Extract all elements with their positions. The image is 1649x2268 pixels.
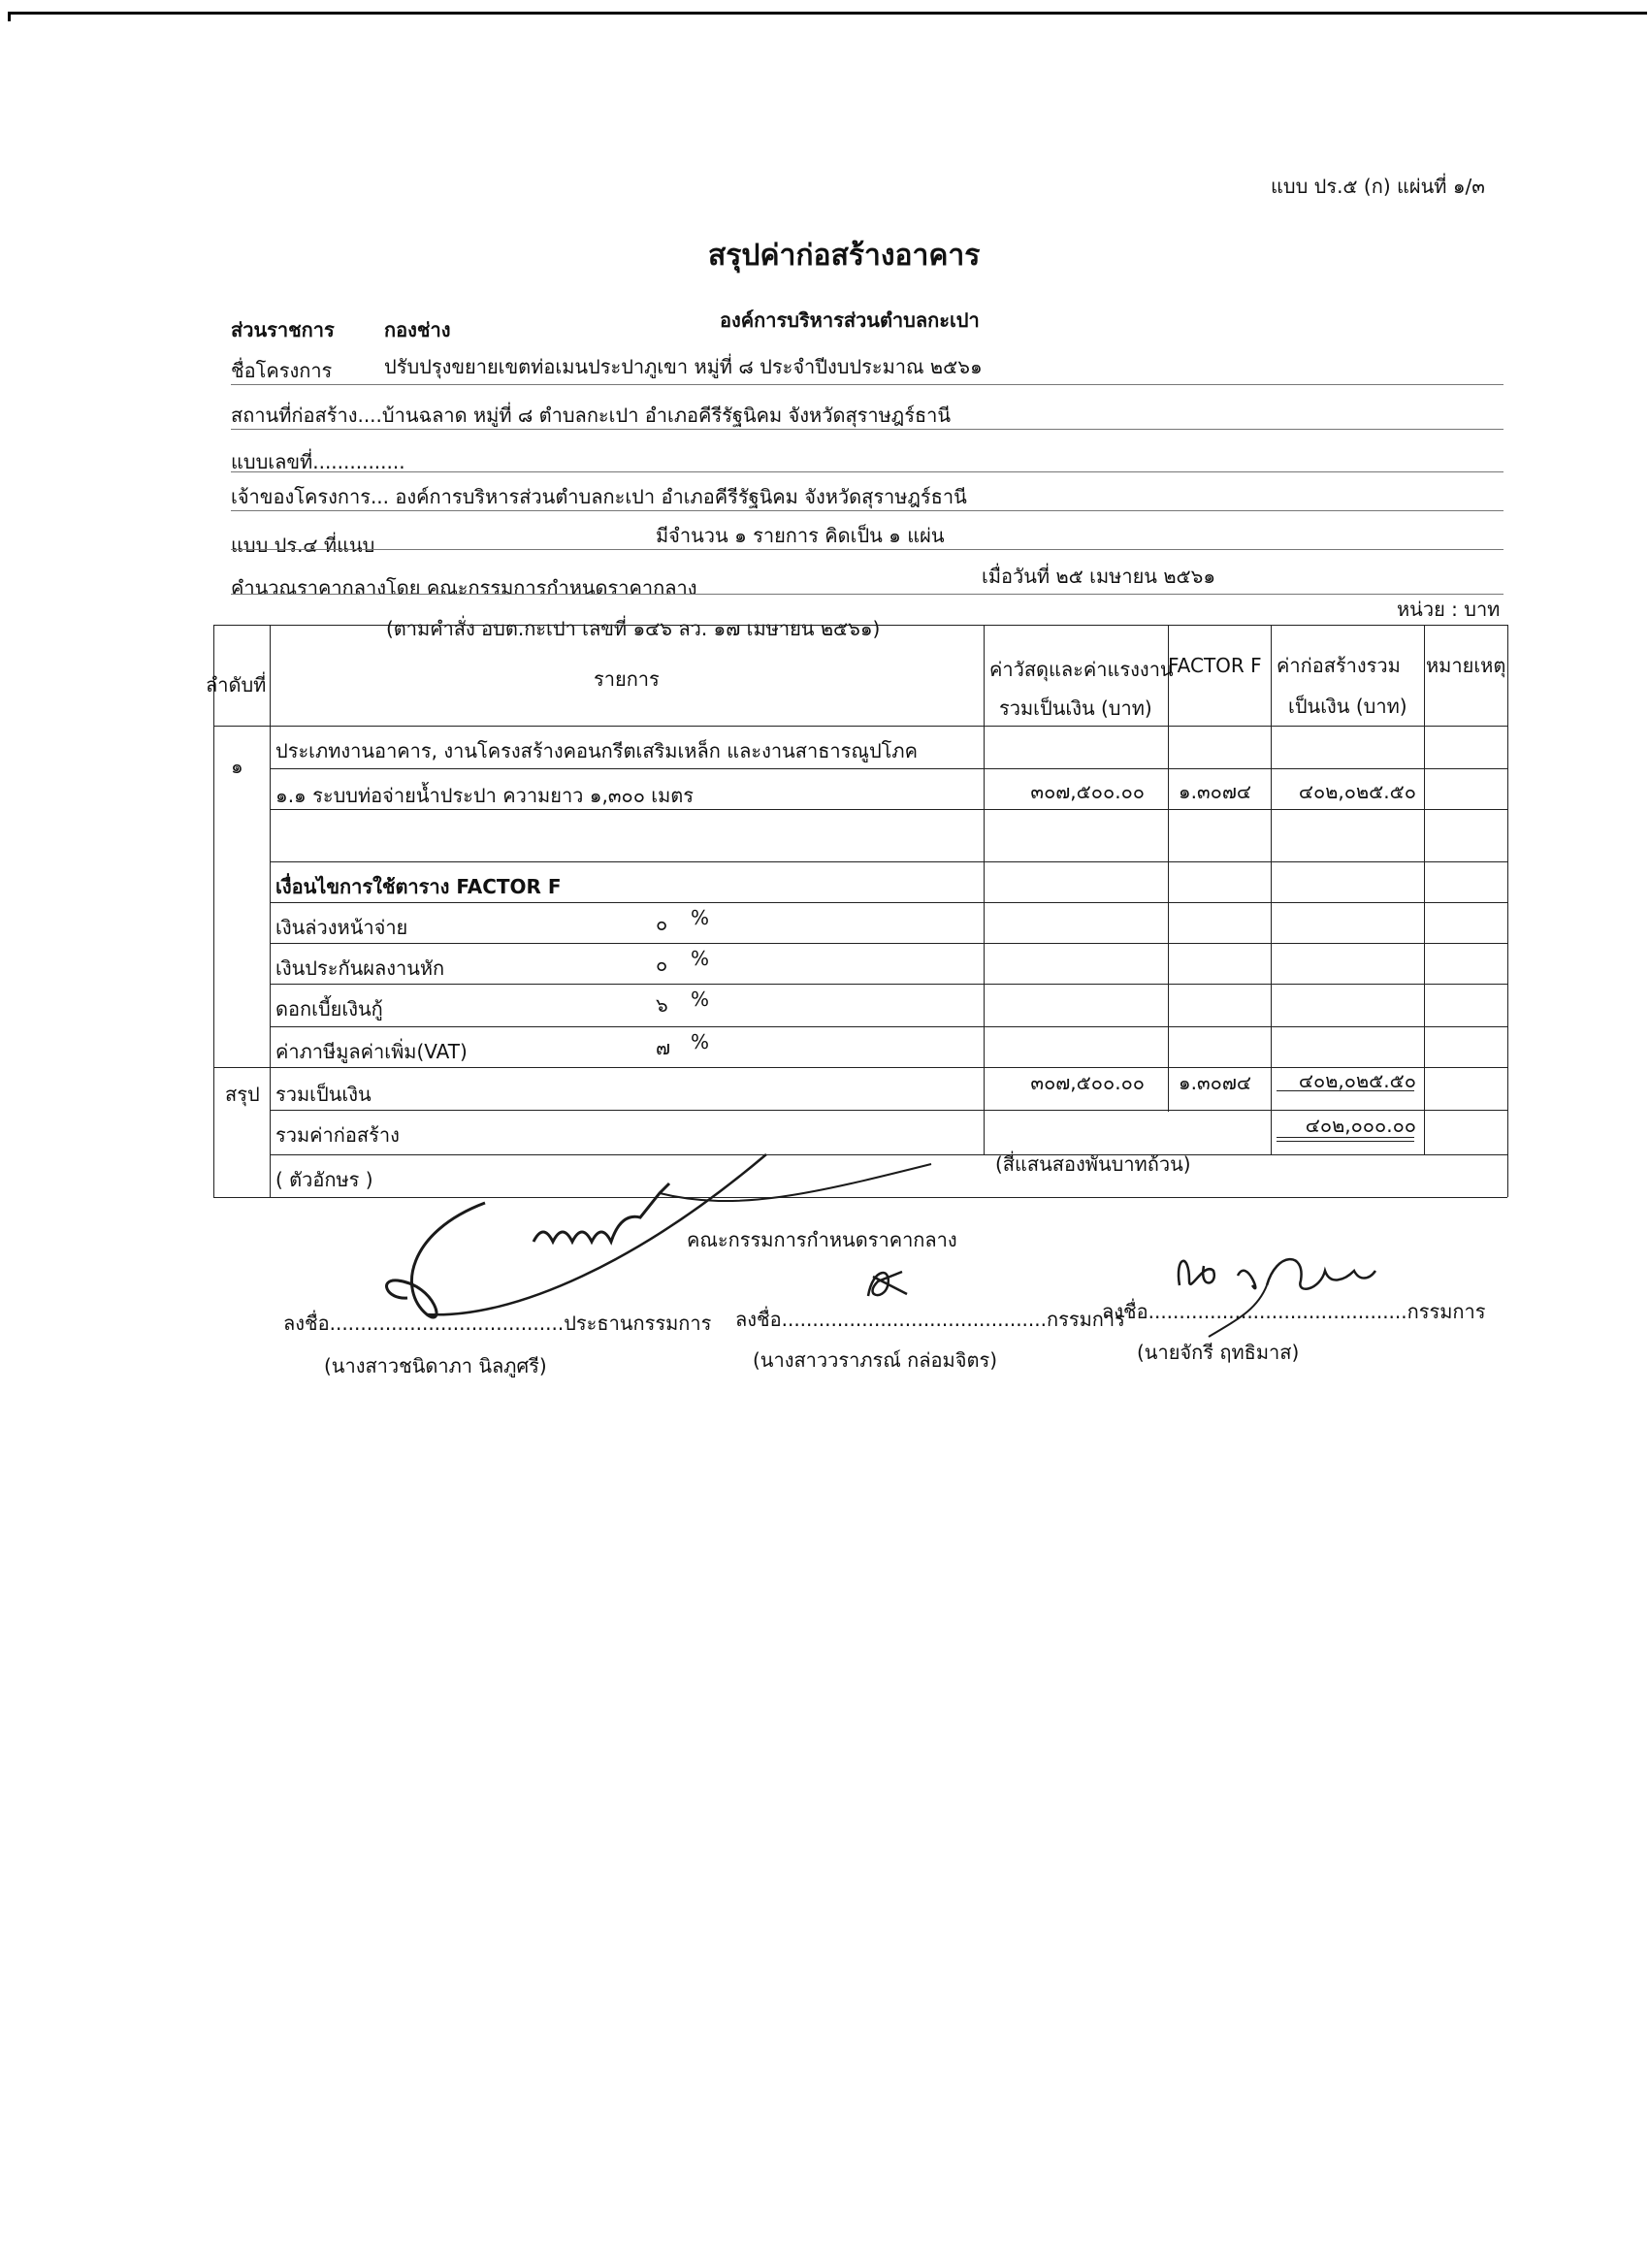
org-name: องค์การบริหารส่วนตำบลกะเปา (720, 308, 980, 332)
row1-no: ๑ (231, 755, 243, 778)
col-header-cost-2: รวมเป็นเงิน (บาท) (999, 697, 1152, 720)
double-underline (1277, 1137, 1414, 1138)
rule-line (231, 471, 1504, 472)
form-code: แบบ ปร.๕ (ก) แผ่นที่ ๑/๓ (1271, 175, 1485, 198)
row2-factor: ๑.๓๐๗๔ (1178, 780, 1251, 803)
order-ref: (ตามคำสั่ง อบต.กะเปา เลขที่ ๑๔๖ ลว. ๑๗ เมษายน ๒๕๖๑) (386, 617, 881, 640)
scan-border (8, 12, 11, 21)
attach-label: แบบ ปร.๔ ที่แนบ (231, 534, 375, 557)
rule-line (231, 429, 1504, 430)
percent-sign: % (691, 947, 710, 970)
percent-sign: % (691, 988, 710, 1011)
conditions-title: เงื่อนไขการใช้ตาราง FACTOR F (275, 875, 562, 898)
handwritten-signature (854, 1257, 922, 1315)
col-header-note: หมายเหตุ (1426, 654, 1506, 677)
construct-total: ๔๐๒,๐๐๐.๐๐ (1305, 1114, 1416, 1137)
col-header-no: ลำดับที่ (206, 673, 267, 697)
signer-name-member: (นางสาววราภรณ์ กล่อมจิตร) (753, 1348, 997, 1372)
page-title: สรุปค่าก่อสร้างอาคาร (708, 239, 981, 273)
condition-value: ๗ (656, 1036, 671, 1059)
underline (1277, 1090, 1414, 1091)
scan-border (8, 12, 1647, 15)
signer-name-member: (นายจักรี ฤทธิมาส) (1137, 1341, 1300, 1364)
text-amount-value: (สี่แสนสองพันบาทถ้วน) (995, 1152, 1191, 1176)
sum-label: รวมเป็นเงิน (275, 1083, 372, 1106)
col-header-factor: FACTOR F (1168, 654, 1262, 677)
text-amount-label: ( ตัวอักษร ) (275, 1168, 373, 1191)
signature-line-chair: ลงชื่อ......................................ประธานกรรมการ (283, 1312, 712, 1335)
percent-sign: % (691, 1030, 710, 1053)
signature-line-member: ลงชื่อ..........................................กรรมการ (1102, 1300, 1486, 1323)
plan-no: แบบเลขที่............... (231, 450, 405, 473)
project-value: ปรับปรุงขยายเขตท่อเมนประปาภูเขา หมู่ที่ ๘ ประจำปีงบประมาณ ๒๕๖๑ (384, 355, 983, 378)
committee-title: คณะกรรมการกำหนดราคากลาง (687, 1228, 957, 1251)
condition-label: ดอกเบี้ยเงินกู้ (275, 997, 383, 1021)
signature-line-member: ลงชื่อ...........................................กรรมการ (735, 1308, 1125, 1331)
row2-cost: ๓๐๗,๕๐๐.๐๐ (1030, 780, 1145, 803)
attach-value: มีจำนวน ๑ รายการ คิดเป็น ๑ แผ่น (656, 524, 945, 547)
handwritten-signature (1160, 1242, 1393, 1339)
condition-label: ค่าภาษีมูลค่าเพิ่ม(VAT) (275, 1040, 468, 1063)
rule-line (231, 510, 1504, 511)
project-owner: เจ้าของโครงการ... องค์การบริหารส่วนตำบลกะเปา อำเภอคีรีรัฐนิคม จังหวัดสุราษฎร์ธานี (231, 485, 967, 508)
rule-line (231, 384, 1504, 385)
construct-label: รวมค่าก่อสร้าง (275, 1123, 400, 1147)
row2-item: ๑.๑ ระบบท่อจ่ายน้ำประปา ความยาว ๑,๓๐๐ เมตร (275, 784, 695, 807)
rule-line (231, 594, 1504, 595)
double-underline (1277, 1141, 1414, 1142)
col-header-total-2: เป็นเงิน (บาท) (1288, 695, 1407, 718)
location: สถานที่ก่อสร้าง....บ้านฉลาด หมู่ที่ ๘ ตำบลกะเปา อำเภอคีรีรัฐนิคม จังหวัดสุราษฎร์ธานี (231, 404, 952, 427)
condition-label: เงินล่วงหน้าจ่าย (275, 916, 408, 939)
percent-sign: % (691, 906, 710, 929)
col-header-total-1: ค่าก่อสร้างรวม (1277, 654, 1401, 677)
condition-value: ๖ (656, 993, 668, 1017)
project-label: ชื่อโครงการ (231, 359, 333, 382)
condition-label: เงินประกันผลงานหัก (275, 956, 445, 980)
row1-item: ประเภทงานอาคาร, งานโครงสร้างคอนกรีตเสริมเหล็ก และงานสาธารณูปโภค (275, 739, 918, 762)
unit-label: หน่วย : บาท (1397, 598, 1501, 621)
col-header-item: รายการ (594, 667, 660, 691)
summary-label: สรุป (225, 1083, 260, 1106)
sum-total: ๔๐๒,๐๒๕.๕๐ (1298, 1069, 1416, 1092)
calc-date: เมื่อวันที่ ๒๕ เมษายน ๒๕๖๑ (982, 565, 1216, 588)
agency-value: กองช่าง (384, 318, 451, 341)
row2-total: ๔๐๒,๐๒๕.๕๐ (1298, 780, 1416, 803)
rule-line (231, 549, 1504, 550)
agency-label: ส่วนราชการ (231, 318, 335, 341)
sum-cost: ๓๐๗,๕๐๐.๐๐ (1030, 1071, 1145, 1094)
calc-by: คำนวณราคากลางโดย คณะกรรมการกำหนดราคากลาง (231, 576, 697, 599)
signer-name-chair: (นางสาวชนิดาภา นิลภูศรี) (324, 1354, 547, 1377)
sum-factor: ๑.๓๐๗๔ (1178, 1071, 1251, 1094)
col-header-cost-1: ค่าวัสดุและค่าแรงงาน (989, 658, 1174, 681)
condition-value: ๐ (656, 953, 668, 976)
handwritten-signature (369, 1125, 1222, 1358)
condition-value: ๐ (656, 912, 668, 935)
